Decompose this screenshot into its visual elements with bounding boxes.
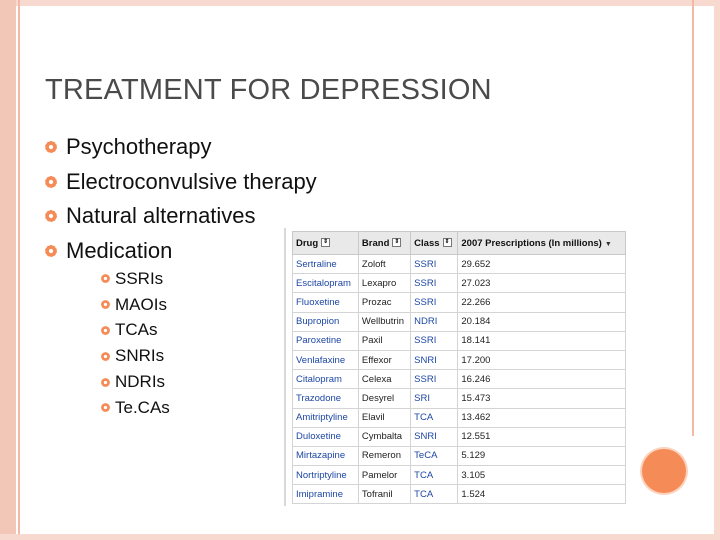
drug-cell[interactable]: Fluoxetine (293, 293, 359, 312)
slide-frame-bottom (0, 534, 720, 540)
drug-cell[interactable]: Imipramine (293, 485, 359, 504)
orange-gear-icon (100, 351, 111, 362)
drug-cell[interactable]: Mirtazapine (293, 446, 359, 465)
table-edge-shadow (284, 228, 286, 506)
bullet-label: Psychotherapy (66, 134, 212, 160)
table-row (293, 350, 626, 369)
sub-bullet-item (100, 343, 170, 369)
decorative-orange-circle (642, 449, 686, 493)
prescriptions-cell: 5.129 (458, 446, 626, 465)
sort-descending-icon[interactable]: ▼ (604, 240, 612, 248)
sub-bullet-item (100, 369, 170, 395)
slide-frame-line-right (692, 0, 694, 436)
class-cell[interactable]: SSRI (411, 255, 458, 274)
prescriptions-cell: 20.184 (458, 312, 626, 331)
drug-cell[interactable]: Venlafaxine (293, 350, 359, 369)
orange-gear-icon (100, 273, 111, 284)
class-cell[interactable]: TCA (411, 408, 458, 427)
main-bullet-list (44, 130, 317, 268)
brand-cell: Cymbalta (358, 427, 410, 446)
orange-gear-icon (44, 140, 58, 154)
sub-bullet-label: NDRIs (115, 372, 166, 392)
column-header-drug[interactable]: Drug ⇕ (293, 232, 359, 255)
prescriptions-cell: 22.266 (458, 293, 626, 312)
prescriptions-cell: 13.462 (458, 408, 626, 427)
table-row (293, 485, 626, 504)
prescriptions-cell: 15.473 (458, 389, 626, 408)
drug-cell[interactable]: Nortriptyline (293, 466, 359, 485)
sub-bullet-label: MAOIs (115, 294, 167, 314)
brand-cell: Lexapro (358, 274, 410, 293)
table-row (293, 370, 626, 389)
sort-icon[interactable]: ⇕ (444, 239, 450, 246)
prescriptions-cell: 17.200 (458, 350, 626, 369)
slide-frame-line-left (18, 0, 20, 540)
slide-frame-top (0, 0, 720, 6)
brand-cell: Zoloft (358, 255, 410, 274)
sub-bullet-item (100, 292, 170, 318)
bullet-item (44, 165, 317, 200)
prescriptions-cell: 12.551 (458, 427, 626, 446)
drug-cell[interactable]: Bupropion (293, 312, 359, 331)
column-header-brand[interactable]: Brand ⇕ (358, 232, 410, 255)
table-row (293, 389, 626, 408)
slide-frame-right (714, 0, 720, 540)
sub-bullet-label: SNRIs (115, 346, 165, 366)
table-row (293, 312, 626, 331)
prescriptions-cell: 1.524 (458, 485, 626, 504)
brand-cell: Celexa (358, 370, 410, 389)
orange-gear-icon (44, 209, 58, 223)
sub-bullet-item (100, 395, 170, 421)
drug-cell[interactable]: Duloxetine (293, 427, 359, 446)
class-cell[interactable]: SSRI (411, 331, 458, 350)
brand-cell: Desyrel (358, 389, 410, 408)
prescriptions-cell: 29.652 (458, 255, 626, 274)
drug-cell[interactable]: Citalopram (293, 370, 359, 389)
bullet-label: Natural alternatives (66, 203, 256, 229)
bullet-item (44, 130, 317, 165)
orange-gear-icon (44, 175, 58, 189)
sub-bullet-label: Te.CAs (115, 397, 170, 417)
class-cell[interactable]: TCA (411, 466, 458, 485)
table-row (293, 293, 626, 312)
prescriptions-cell: 3.105 (458, 466, 626, 485)
brand-cell: Elavil (358, 408, 410, 427)
brand-cell: Wellbutrin (358, 312, 410, 331)
brand-cell: Pamelor (358, 466, 410, 485)
sub-bullet-label: SSRIs (115, 268, 164, 288)
drug-cell[interactable]: Trazodone (293, 389, 359, 408)
class-cell[interactable]: SSRI (411, 370, 458, 389)
antidepressant-prescriptions-table (292, 231, 626, 504)
brand-cell: Paxil (358, 331, 410, 350)
table-row (293, 331, 626, 350)
sub-bullet-item (100, 266, 170, 292)
drug-cell[interactable]: Paroxetine (293, 331, 359, 350)
bullet-label: Medication (66, 237, 173, 263)
table-row (293, 274, 626, 293)
class-cell[interactable]: SRI (411, 389, 458, 408)
prescriptions-cell: 18.141 (458, 331, 626, 350)
orange-gear-icon (100, 325, 111, 336)
class-cell[interactable]: NDRI (411, 312, 458, 331)
brand-cell: Effexor (358, 350, 410, 369)
class-cell[interactable]: SSRI (411, 293, 458, 312)
slide-frame-left (0, 0, 16, 540)
class-cell[interactable]: TCA (411, 485, 458, 504)
class-cell[interactable]: SNRI (411, 427, 458, 446)
orange-gear-icon (44, 244, 58, 258)
table-row (293, 408, 626, 427)
table-body (293, 255, 626, 504)
brand-cell: Prozac (358, 293, 410, 312)
sort-icon[interactable]: ⇕ (394, 239, 400, 246)
orange-gear-icon (100, 402, 111, 413)
class-cell[interactable]: SNRI (411, 350, 458, 369)
table-row (293, 427, 626, 446)
column-header-class[interactable]: Class ⇕ (411, 232, 458, 255)
prescriptions-cell: 16.246 (458, 370, 626, 389)
sub-bullet-label: TCAs (115, 320, 158, 340)
drug-cell[interactable]: Sertraline (293, 255, 359, 274)
class-cell[interactable]: TeCA (411, 446, 458, 465)
bullet-item (44, 234, 317, 269)
sort-icon[interactable]: ⇕ (323, 239, 329, 246)
bullet-item (44, 199, 317, 234)
brand-cell: Tofranil (358, 485, 410, 504)
drug-cell[interactable]: Amitriptyline (293, 408, 359, 427)
table-row (293, 466, 626, 485)
sub-bullet-item (100, 318, 170, 344)
prescriptions-cell: 27.023 (458, 274, 626, 293)
medication-sub-list (100, 266, 170, 421)
brand-cell: Remeron (358, 446, 410, 465)
table-row (293, 255, 626, 274)
drug-cell[interactable]: Escitalopram (293, 274, 359, 293)
orange-gear-icon (100, 299, 111, 310)
bullet-label: Electroconvulsive therapy (66, 168, 317, 194)
orange-gear-icon (100, 377, 111, 388)
slide-title: TREATMENT FOR DEPRESSION (45, 74, 492, 106)
table-row (293, 446, 626, 465)
column-header-prescriptions[interactable]: 2007 Prescriptions (In millions) ▼ (458, 232, 626, 255)
table-header-row (293, 232, 626, 255)
class-cell[interactable]: SSRI (411, 274, 458, 293)
